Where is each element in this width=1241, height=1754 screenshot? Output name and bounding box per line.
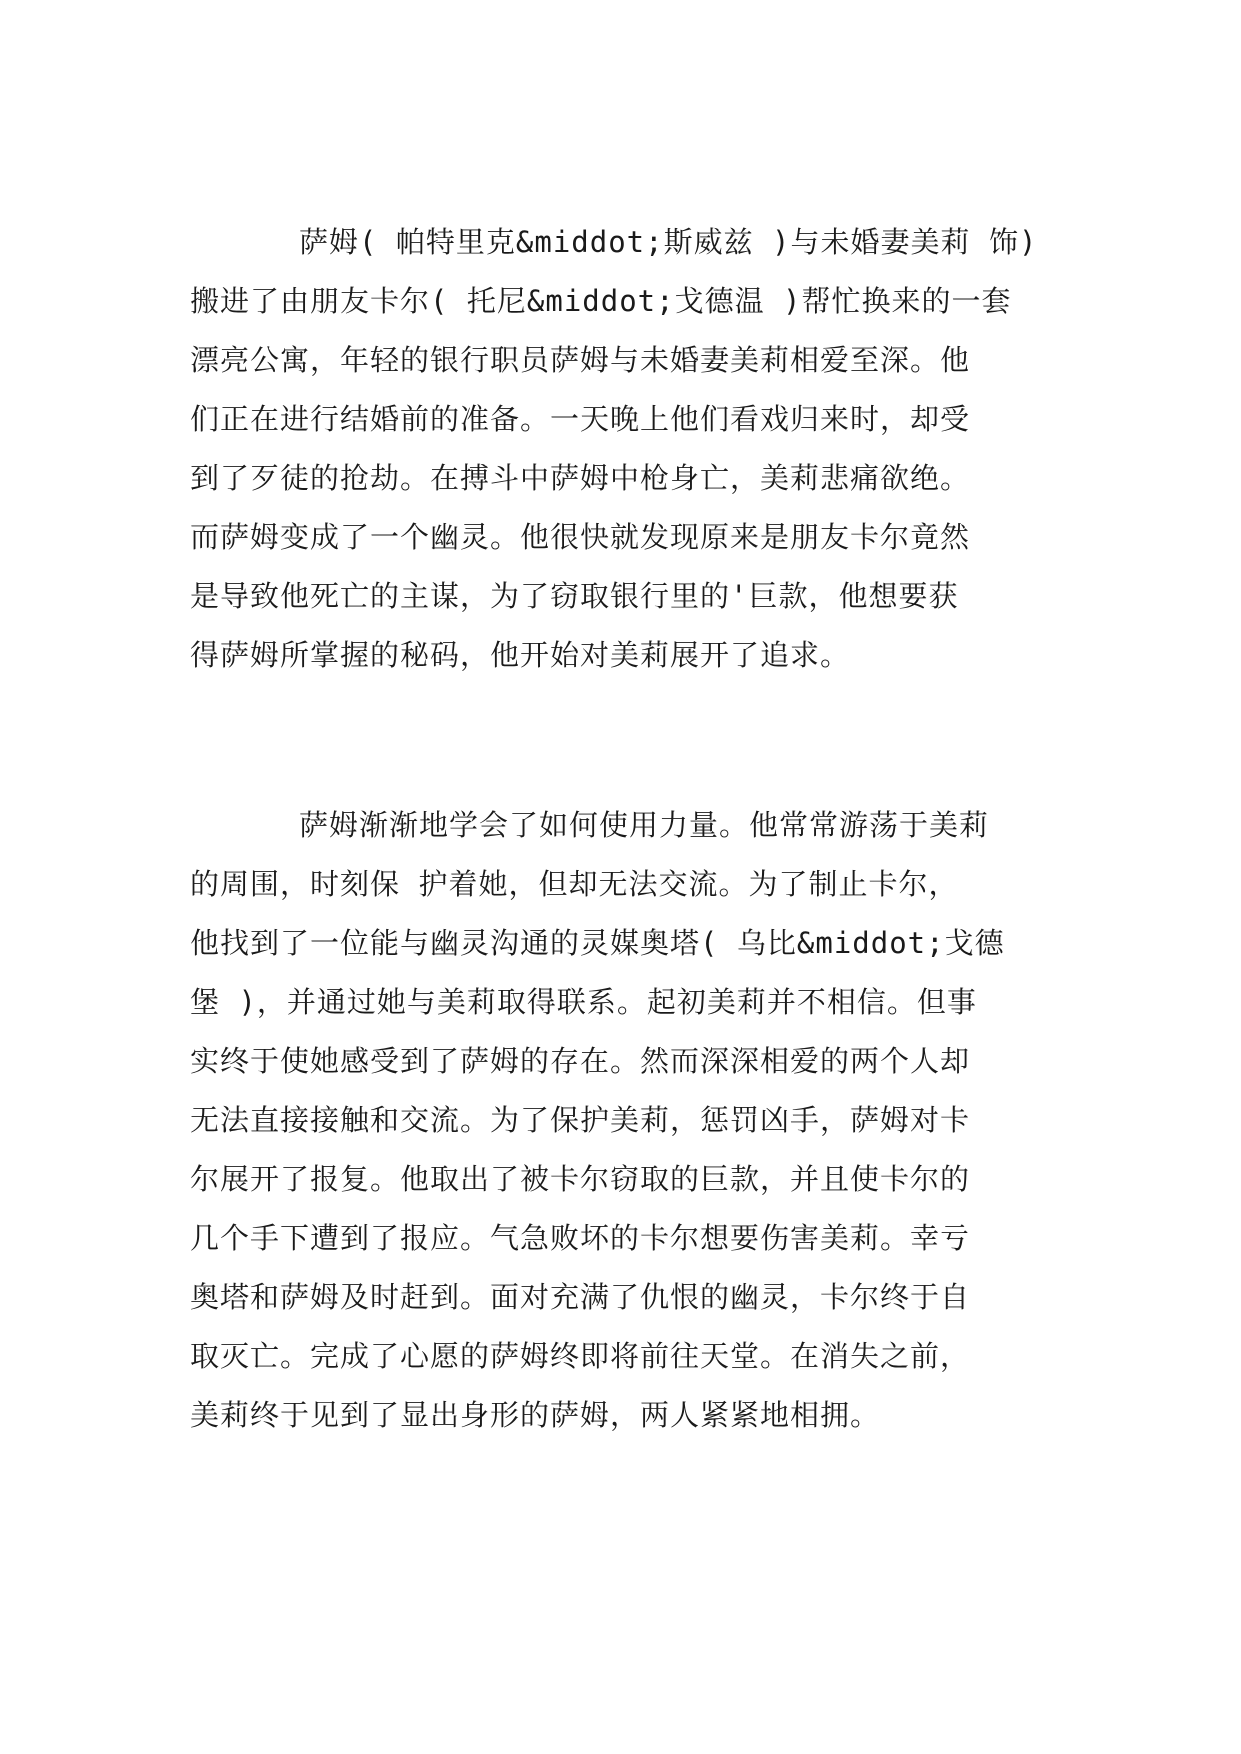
paragraph-line: 实终于使她感受到了萨姆的存在。然而深深相爱的两个人却 [190, 1044, 971, 1078]
paragraph-line: 们正在进行结婚前的准备。一天晚上他们看戏归来时，却受 [190, 402, 971, 436]
paragraph-line: 搬进了由朋友卡尔( 托尼&middot;戈德温 )帮忙换来的一套 [190, 284, 1012, 318]
paragraph-line: 几个手下遭到了报应。气急败坏的卡尔想要伤害美莉。幸亏 [190, 1221, 971, 1255]
paragraph-line: 萨姆渐渐地学会了如何使用力量。他常常游荡于美莉 [299, 808, 990, 842]
paragraph-1 [190, 213, 1070, 685]
paragraph-line: 无法直接接触和交流。为了保护美莉，惩罚凶手，萨姆对卡 [190, 1103, 971, 1137]
paragraph-line: 尔展开了报复。他取出了被卡尔窃取的巨款，并且使卡尔的 [190, 1162, 971, 1196]
paragraph-line: 而萨姆变成了一个幽灵。他很快就发现原来是朋友卡尔竟然 [190, 520, 971, 554]
paragraph-line: 萨姆( 帕特里克&middot;斯威兹 )与未婚妻美莉 饰) [299, 225, 1038, 259]
paragraph-line: 美莉终于见到了显出身形的萨姆，两人紧紧地相拥。 [190, 1398, 881, 1432]
paragraph-line: 是导致他死亡的主谋，为了窃取银行里的'巨款，他想要获 [190, 579, 959, 613]
paragraph-line: 堡 )，并通过她与美莉取得联系。起初美莉并不相信。但事 [190, 985, 977, 1019]
paragraph-2 [190, 796, 1070, 1445]
paragraph-line: 的周围，时刻保 护着她，但却无法交流。为了制止卡尔， [190, 867, 959, 901]
paragraph-line: 漂亮公寓，年轻的银行职员萨姆与未婚妻美莉相爱至深。他 [190, 343, 971, 377]
paragraph-line: 取灭亡。完成了心愿的萨姆终即将前往天堂。在消失之前， [190, 1339, 971, 1373]
paragraph-line: 到了歹徒的抢劫。在搏斗中萨姆中枪身亡，美莉悲痛欲绝。 [190, 461, 971, 495]
paragraph-line: 得萨姆所掌握的秘码，他开始对美莉展开了追求。 [190, 638, 851, 672]
paragraph-line: 他找到了一位能与幽灵沟通的灵媒奥塔( 乌比&middot;戈德 [190, 926, 1005, 960]
paragraph-line: 奥塔和萨姆及时赶到。面对充满了仇恨的幽灵，卡尔终于自 [190, 1280, 971, 1314]
